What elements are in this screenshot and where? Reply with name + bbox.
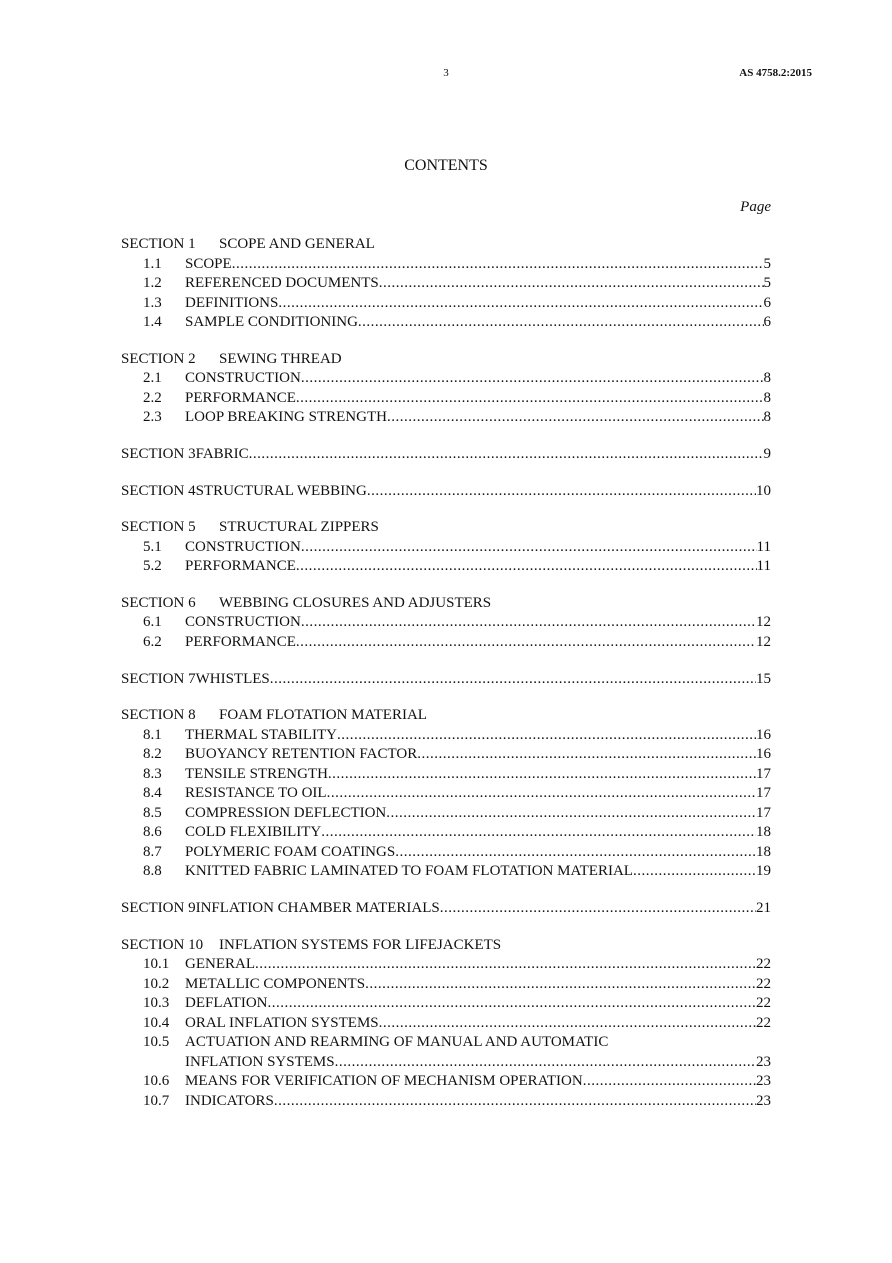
- toc-section-heading[interactable]: [121, 899, 771, 919]
- section-title: STRUCTURAL WEBBING: [195, 482, 367, 499]
- section-title: FABRIC: [195, 445, 249, 462]
- toc-section-heading[interactable]: [121, 594, 771, 614]
- section-page-number: 10: [756, 482, 771, 499]
- entry-page-number: 6: [763, 294, 771, 311]
- dot-leader: [296, 557, 757, 577]
- entry-title: ACTUATION AND REARMING OF MANUAL AND AUTOMATIC: [185, 1034, 609, 1051]
- entry-number: 8.5: [143, 804, 162, 821]
- dot-leader: [395, 843, 756, 863]
- entry-number: 10.5: [143, 1034, 170, 1051]
- entry-page-number: 17: [756, 765, 771, 782]
- toc-entry-continuation[interactable]: [121, 1053, 771, 1073]
- entry-page-number: 12: [756, 633, 771, 650]
- dot-leader: [335, 1053, 756, 1073]
- entry-page-number: 16: [756, 726, 771, 743]
- entry-page-number: 12: [756, 614, 771, 631]
- entry-number: 6.1: [143, 614, 162, 631]
- toc-entry[interactable]: [121, 1072, 771, 1092]
- section-title: INFLATION CHAMBER MATERIALS: [195, 900, 440, 916]
- entry-number: 2.3: [143, 409, 162, 426]
- toc-entry[interactable]: [121, 255, 771, 275]
- toc-entry[interactable]: [121, 408, 771, 428]
- dot-leader: [301, 369, 764, 389]
- dot-leader: [379, 274, 764, 294]
- toc-entry[interactable]: [121, 294, 771, 314]
- entry-number: 2.2: [143, 389, 162, 406]
- toc-entry[interactable]: [121, 538, 771, 558]
- toc-entry[interactable]: [121, 1014, 771, 1034]
- entry-number: 6.2: [143, 633, 162, 650]
- toc-entry[interactable]: [121, 994, 771, 1014]
- entry-title: GENERAL: [185, 956, 255, 973]
- contents-title: CONTENTS: [404, 157, 488, 174]
- dot-leader: [278, 294, 763, 314]
- section-page-number: 9: [763, 445, 771, 462]
- standard-number: AS 4758.2:2015: [739, 67, 812, 79]
- section-label: SECTION 5: [121, 519, 196, 536]
- toc-section: [121, 350, 771, 428]
- entry-number: 8.6: [143, 824, 162, 841]
- section-title: STRUCTURAL ZIPPERS: [219, 519, 379, 536]
- entry-page-number: 22: [756, 975, 771, 992]
- section-title: INFLATION SYSTEMS FOR LIFEJACKETS: [219, 936, 502, 953]
- entry-title: SAMPLE CONDITIONING: [185, 314, 358, 330]
- entry-title: DEFLATION: [185, 995, 268, 1012]
- toc-entry[interactable]: [121, 613, 771, 633]
- toc-entry[interactable]: [121, 726, 771, 746]
- entry-title: METALLIC COMPONENTS: [185, 975, 366, 992]
- entry-page-number: 5: [763, 275, 771, 291]
- toc-section-heading[interactable]: [121, 482, 771, 502]
- toc-entry[interactable]: [121, 955, 771, 975]
- entry-number: 5.2: [143, 558, 162, 575]
- dot-leader: [274, 1092, 756, 1112]
- entry-number: 1.3: [143, 294, 162, 311]
- dot-leader: [232, 255, 764, 275]
- toc-entry[interactable]: [121, 823, 771, 843]
- toc-section: [121, 518, 771, 577]
- dot-leader: [328, 765, 756, 785]
- section-page-number: 15: [756, 670, 771, 687]
- section-title: WEBBING CLOSURES AND ADJUSTERS: [219, 594, 492, 611]
- section-title: FOAM FLOTATION MATERIAL: [219, 707, 427, 724]
- dot-leader: [417, 745, 756, 765]
- entry-page-number: 8: [763, 370, 771, 387]
- toc-section: [121, 899, 771, 919]
- entry-title: CONSTRUCTION: [185, 614, 301, 631]
- entry-page-number: 18: [756, 824, 771, 841]
- entry-page-number: 6: [763, 314, 771, 330]
- entry-number: 10.4: [143, 1014, 170, 1031]
- indent-spacer: [143, 1053, 185, 1073]
- entry-number: 10.2: [143, 975, 170, 992]
- entry-title: SCOPE: [185, 255, 232, 272]
- entry-page-number: 18: [756, 843, 771, 860]
- entry-number: 8.1: [143, 726, 162, 743]
- dot-leader: [367, 482, 756, 502]
- toc-entry[interactable]: [121, 765, 771, 785]
- dot-leader: [583, 1072, 756, 1092]
- entry-number: 10.6: [143, 1073, 170, 1090]
- toc-entry[interactable]: [121, 843, 771, 863]
- dot-leader: [387, 408, 764, 428]
- entry-page-number: 11: [756, 558, 771, 575]
- entry-page-number: 16: [756, 746, 771, 763]
- entry-page-number: 8: [763, 409, 771, 426]
- entry-title: CONSTRUCTION: [185, 370, 301, 387]
- section-label: SECTION 4: [121, 482, 196, 499]
- toc-entry[interactable]: [121, 313, 771, 333]
- toc-entry[interactable]: [121, 274, 771, 294]
- section-title: WHISTLES: [195, 670, 270, 687]
- section-title: SCOPE AND GENERAL: [219, 236, 375, 252]
- entry-number: 2.1: [143, 370, 162, 387]
- toc-entry[interactable]: [121, 862, 771, 882]
- entry-number: 8.3: [143, 765, 162, 782]
- toc-section-heading[interactable]: [121, 706, 771, 726]
- dot-leader: [633, 862, 756, 882]
- page-column-label: Page: [740, 199, 771, 215]
- section-label: SECTION 10: [121, 936, 204, 953]
- entry-title: RESISTANCE TO OIL: [185, 785, 327, 802]
- dot-leader: [379, 1014, 756, 1034]
- entry-title: COLD FLEXIBILITY: [185, 824, 322, 841]
- entry-number: 8.4: [143, 785, 162, 802]
- entry-title: MEANS FOR VERIFICATION OF MECHANISM OPERATION: [185, 1073, 583, 1090]
- entry-page-number: 8: [763, 389, 771, 406]
- entry-number: 8.8: [143, 863, 162, 880]
- toc-entry[interactable]: [121, 745, 771, 765]
- toc-entry[interactable]: [121, 389, 771, 409]
- entry-number: 1.4: [143, 314, 162, 330]
- entry-title: REFERENCED DOCUMENTS: [185, 275, 379, 291]
- section-label: SECTION 8: [121, 707, 196, 724]
- dot-leader: [440, 899, 756, 919]
- section-page-number: 21: [756, 900, 771, 916]
- entry-title: CONSTRUCTION: [185, 538, 301, 555]
- dot-leader: [296, 633, 756, 653]
- dot-leader: [337, 726, 756, 746]
- toc-section: [121, 594, 771, 653]
- section-label: SECTION 9: [121, 900, 196, 916]
- toc-entry[interactable]: [121, 784, 771, 804]
- toc-section-heading[interactable]: [121, 518, 771, 538]
- toc-section: [121, 670, 771, 690]
- dot-leader: [270, 670, 756, 690]
- entry-title: PERFORMANCE: [185, 633, 296, 650]
- entry-title: POLYMERIC FOAM COATINGS: [185, 843, 396, 860]
- entry-number: 1.1: [143, 255, 162, 272]
- entry-page-number: 23: [756, 1092, 771, 1109]
- entry-page-number: 23: [756, 1073, 771, 1090]
- section-label: SECTION 1: [121, 236, 196, 252]
- entry-title: KNITTED FABRIC LAMINATED TO FOAM FLOTATION MATERIAL: [185, 863, 633, 880]
- entry-number: 5.1: [143, 538, 162, 555]
- dot-leader: [255, 955, 756, 975]
- entry-title: ORAL INFLATION SYSTEMS: [185, 1014, 379, 1031]
- toc-section: [121, 706, 771, 882]
- toc-section-heading[interactable]: [121, 936, 771, 956]
- entry-title: THERMAL STABILITY: [185, 726, 337, 743]
- table-of-contents: [121, 235, 771, 1128]
- toc-entry[interactable]: [121, 804, 771, 824]
- dot-leader: [301, 613, 756, 633]
- entry-page-number: 22: [756, 995, 771, 1012]
- section-label: SECTION 2: [121, 350, 196, 367]
- entry-number: 10.7: [143, 1092, 170, 1109]
- toc-entry[interactable]: [121, 633, 771, 653]
- toc-section: [121, 936, 771, 1112]
- entry-number: 1.2: [143, 275, 162, 291]
- toc-section: [121, 235, 771, 333]
- dot-leader: [296, 389, 764, 409]
- section-label: SECTION 3: [121, 445, 196, 462]
- dot-leader: [358, 313, 764, 333]
- toc-entry[interactable]: [121, 369, 771, 389]
- entry-page-number: 5: [763, 255, 771, 272]
- dot-leader: [365, 975, 756, 995]
- entry-page-number: 17: [756, 785, 771, 802]
- entry-page-number: 23: [756, 1053, 771, 1070]
- dot-leader: [327, 784, 756, 804]
- entry-page-number: 17: [756, 804, 771, 821]
- toc-section: [121, 482, 771, 502]
- entry-page-number: 22: [756, 1014, 771, 1031]
- entry-title: LOOP BREAKING STRENGTH: [185, 409, 387, 426]
- dot-leader: [301, 538, 757, 558]
- toc-section-heading[interactable]: [121, 670, 771, 690]
- section-label: SECTION 6: [121, 594, 196, 611]
- toc-section: [121, 445, 771, 465]
- toc-entry[interactable]: [121, 557, 771, 577]
- entry-title: COMPRESSION DEFLECTION: [185, 804, 387, 821]
- toc-section-heading[interactable]: [121, 235, 771, 255]
- dot-leader: [386, 804, 756, 824]
- toc-entry[interactable]: [121, 1033, 771, 1053]
- entry-page-number: 22: [756, 956, 771, 973]
- entry-number: 8.2: [143, 746, 162, 763]
- entry-page-number: 19: [756, 863, 771, 880]
- entry-title: PERFORMANCE: [185, 389, 296, 406]
- entry-title: PERFORMANCE: [185, 558, 296, 575]
- entry-number: 10.3: [143, 995, 170, 1012]
- entry-number: 8.7: [143, 843, 162, 860]
- toc-section-heading[interactable]: [121, 445, 771, 465]
- entry-title: INDICATORS: [185, 1092, 274, 1109]
- toc-section-heading[interactable]: [121, 350, 771, 370]
- page-number: 3: [443, 67, 449, 79]
- toc-entry[interactable]: [121, 975, 771, 995]
- entry-page-number: 11: [756, 538, 771, 555]
- entry-title: DEFINITIONS: [185, 294, 279, 311]
- section-title: SEWING THREAD: [219, 350, 342, 367]
- dot-leader: [321, 823, 756, 843]
- section-label: SECTION 7: [121, 670, 196, 687]
- dot-leader: [268, 994, 757, 1014]
- entry-title: BUOYANCY RETENTION FACTOR: [185, 746, 418, 763]
- entry-title-continuation: INFLATION SYSTEMS: [185, 1053, 335, 1070]
- entry-number: 10.1: [143, 956, 170, 973]
- entry-title: TENSILE STRENGTH: [185, 765, 328, 782]
- toc-entry[interactable]: [121, 1092, 771, 1112]
- dot-leader: [249, 445, 764, 465]
